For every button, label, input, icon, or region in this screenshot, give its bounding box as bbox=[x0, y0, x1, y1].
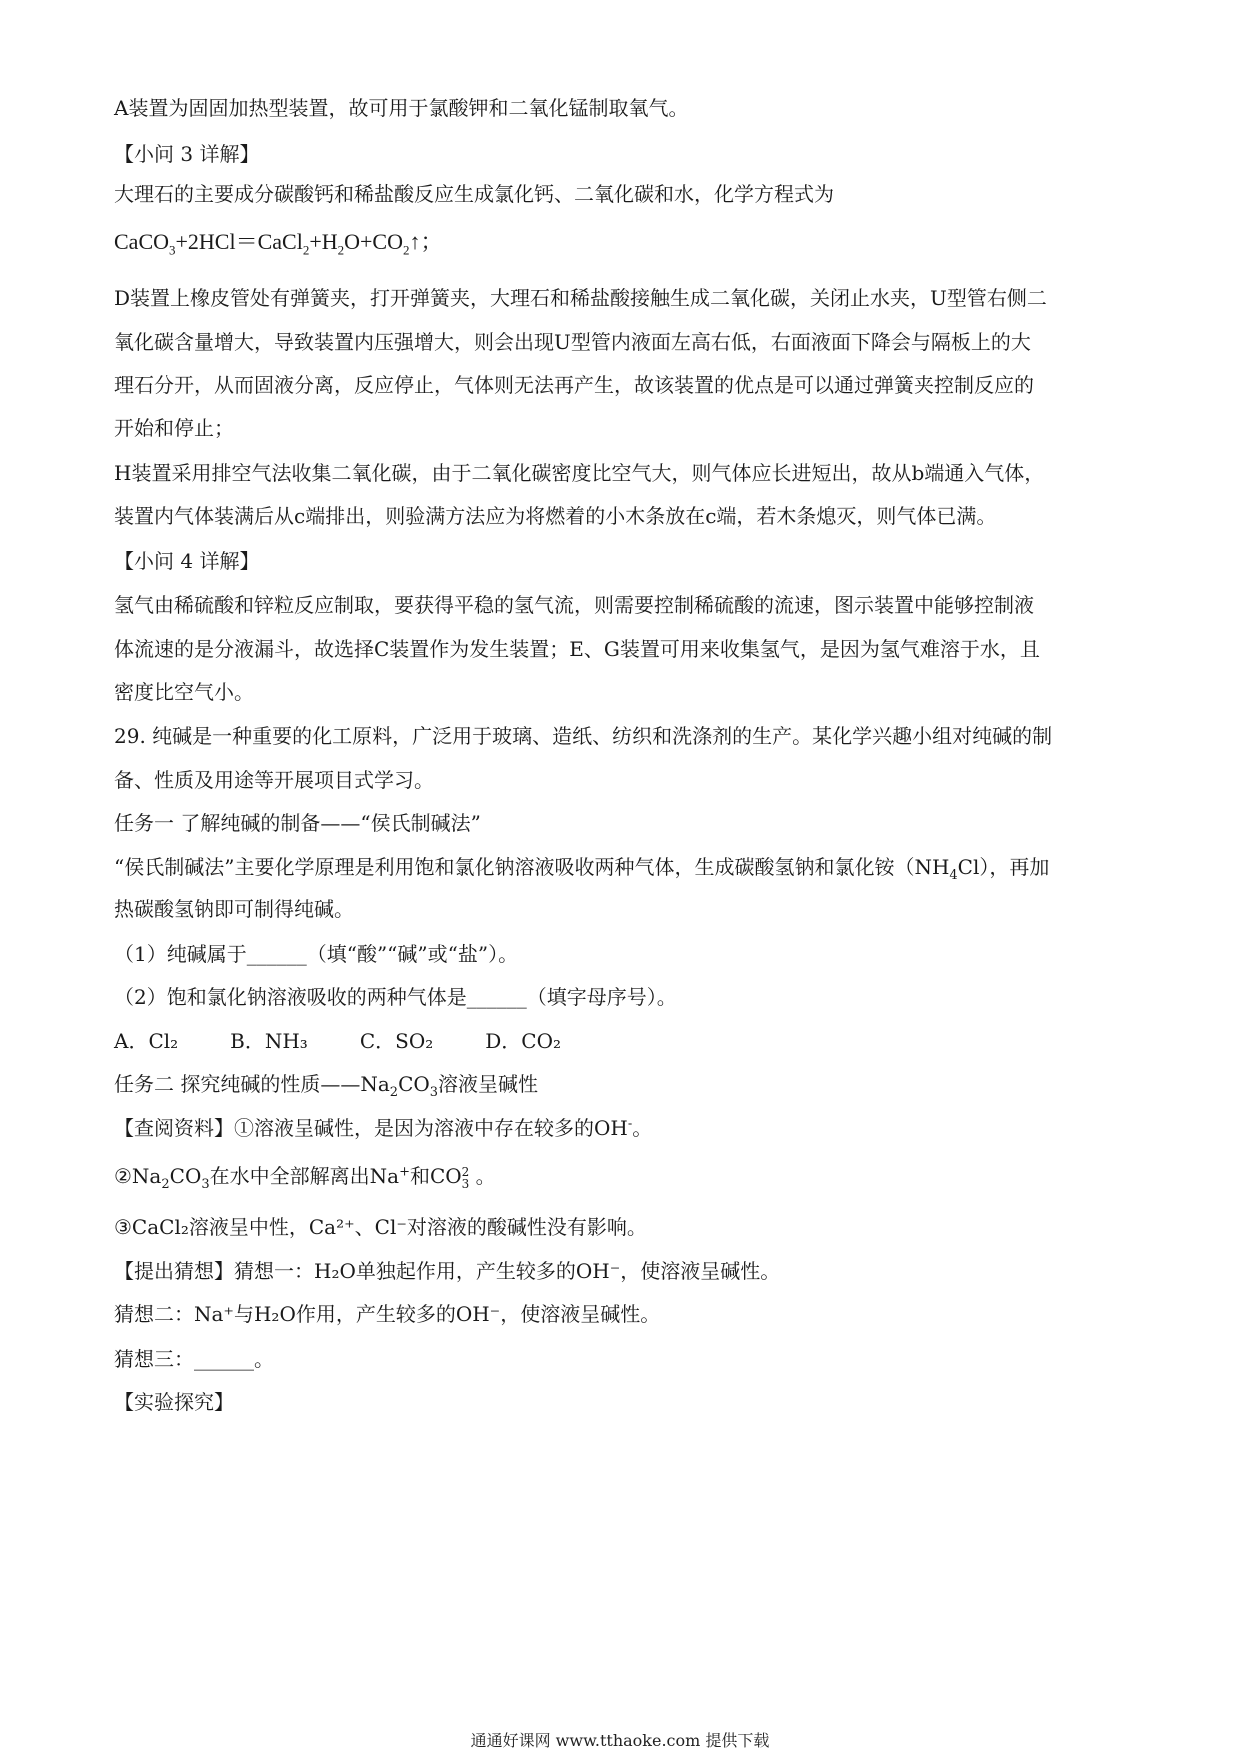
text-line: H装置采用排空气法收集二氧化碳，由于二氧化碳密度比空气大，则气体应长进短出，故从b端通入气体， bbox=[114, 461, 1045, 485]
text-line: D装置上橡皮管处有弹簧夹，打开弹簧夹，大理石和稀盐酸接触生成二氧化碳，关闭止水夹，U型管右侧二 bbox=[114, 286, 1047, 310]
question-text: 29. 纯碱是一种重要的化工原料，广泛用于玻璃、造纸、纺织和洗涤剂的生产。某化学兴趣小组对纯碱的制 bbox=[114, 724, 1053, 748]
task-heading: 任务一 了解纯碱的制备——“侯氏制碱法” bbox=[114, 811, 481, 835]
option-b: B．NH₃ bbox=[230, 1029, 308, 1053]
option-a: A．Cl₂ bbox=[114, 1029, 179, 1053]
section-heading: 【小问 3 详解】 bbox=[114, 142, 260, 166]
text-line: 开始和停止； bbox=[114, 416, 234, 440]
page-footer: 通通好课网 www.tthaoke.com 提供下载 bbox=[470, 1731, 770, 1750]
answer-options bbox=[114, 1027, 613, 1055]
text-line: 氢气由稀硫酸和锌粒反应制取，要获得平稳的氢气流，则需要控制稀硫酸的流速，图示装置中能够控制液 bbox=[114, 593, 1034, 617]
text-line: A装置为固固加热型装置，故可用于氯酸钾和二氧化锰制取氧气。 bbox=[114, 96, 689, 120]
text-line: $②Na_2CO_3$在水中全部解离出Na+和CO 2 3 。 bbox=[114, 1164, 496, 1192]
text-line: 氧化碳含量增大，导致装置内压强增大，则会出现U型管内液面左高右低，右面液面下降会与隔板上的大 bbox=[114, 330, 1031, 354]
task-heading: 任务二 探究纯碱的性质$——Na_2CO_3$溶液呈碱性 bbox=[114, 1072, 539, 1100]
text-line: 装置内气体装满后从c端排出，则验满方法应为将燃着的小木条放在c端，若木条熄灭，则气体已满。 bbox=[114, 504, 997, 528]
text-line: 密度比空气小。 bbox=[114, 680, 254, 704]
question-item: （2）饱和氯化钠溶液吸收的两种气体是______（填字母序号）。 bbox=[114, 985, 677, 1009]
chemical-equation: $CaCO_3+2HCl=CaCl_2+H_2O+CO_2↑$； bbox=[114, 229, 443, 258]
text-line: 大理石的主要成分碳酸钙和稀盐酸反应生成氯化钙、二氧化碳和水，化学方程式为 bbox=[114, 182, 834, 206]
section-heading: 【实验探究】 bbox=[114, 1390, 234, 1414]
question-item: （1）纯碱属于______（填“酸”“碱”或“盐”）。 bbox=[114, 942, 519, 966]
text-line: 【查阅资料】①溶液呈碱性，是因为溶液中存在较多的OH-。 bbox=[114, 1116, 653, 1140]
text-line: 猜想三：______。 bbox=[114, 1347, 274, 1371]
text-line: 热碳酸氢钠即可制得纯碱。 bbox=[114, 897, 354, 921]
text-line: 猜想二：Na⁺与H₂O作用，产生较多的OH⁻，使溶液呈碱性。 bbox=[114, 1302, 661, 1326]
text-line: ③CaCl₂溶液呈中性，Ca²⁺、Cl⁻对溶液的酸碱性没有影响。 bbox=[114, 1215, 647, 1239]
text-line: 体流速的是分液漏斗，故选择C装置作为发生装置；E、G装置可用来收集氢气，是因为氢气难溶于水，且 bbox=[114, 637, 1040, 661]
text-line: “侯氏制碱法”主要化学原理是利用饱和氯化钠溶液吸收两种气体，生成碳酸氢钠和氯化铵$(NH_4Cl)$，再加 bbox=[114, 855, 1050, 883]
text-line: 【提出猜想】猜想一：H₂O单独起作用，产生较多的OH⁻，使溶液呈碱性。 bbox=[114, 1259, 781, 1283]
section-heading: 【小问 4 详解】 bbox=[114, 549, 260, 573]
option-d: D．CO₂ bbox=[485, 1029, 562, 1053]
text-line: 备、性质及用途等开展项目式学习。 bbox=[114, 768, 434, 792]
option-c: C．SO₂ bbox=[359, 1029, 434, 1053]
text-line: 理石分开，从而固液分离，反应停止，气体则无法再产生，故该装置的优点是可以通过弹簧夹控制反应的 bbox=[114, 373, 1034, 397]
